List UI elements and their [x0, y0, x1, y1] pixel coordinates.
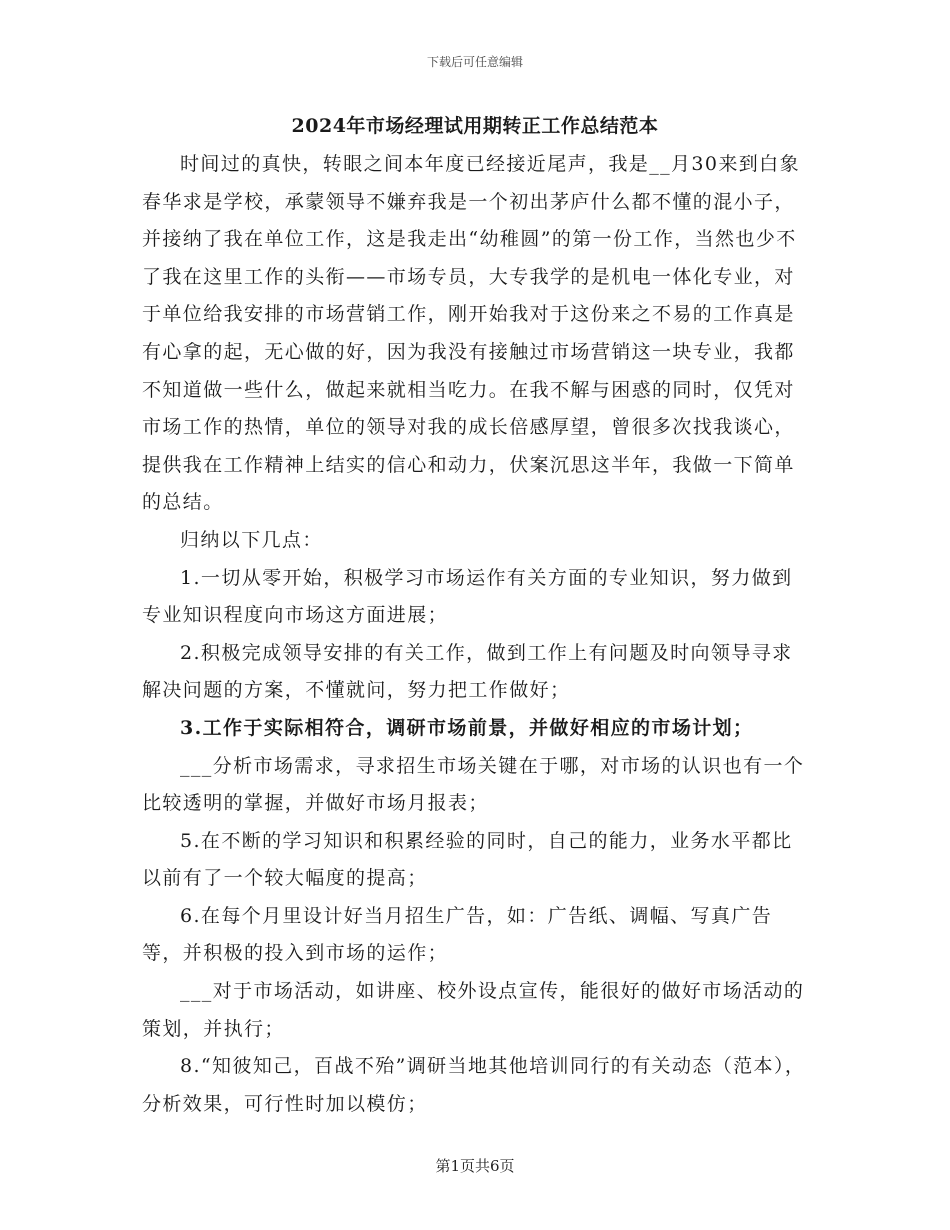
- list-item-4: ___分析市场需求，寻求招生市场关键在于哪，对市场的认识也有一个比较透明的掌握，并做好市场月报表；: [142, 754, 805, 815]
- list-item-6: 6.在每个月里设计好当月招生广告，如：广告纸、调幅、写真广告等，并积极的投入到市场的运作；: [142, 904, 773, 965]
- list-item-3: 3.工作于实际相符合，调研市场前景，并做好相应的市场计划；: [180, 716, 754, 739]
- list-item-8: 8.“知彼知己，百战不殆”调研当地其他培训同行的有关动态（范本），分析效果，可行性时加以模仿；: [142, 1055, 806, 1115]
- document-title: 2024年市场经理试用期转正工作总结范本: [291, 115, 659, 137]
- list-item-5: 5.在不断的学习知识和积累经验的同时，自己的能力，业务水平都比以前有了一个较大幅度的提高；: [142, 829, 793, 890]
- paragraph-intro: 时间过的真快，转眼之间本年度已经接近尾声，我是__月30来到白象春华求是学校，承蒙领导不嫌弃我是一个初出茅庐什么都不懂的混小子，并接纳了我在单位工作，这是我走出“幼稚圆”的第一份工作，当然也少不了我在这里工作的头衔——市场专员，大专我学的是机电一体化专业，对于单位给我安排的市场营销工作，刚开始我对于这份来之不易的工作真是有心拿的起，无心做的好，因为我没有接触过市场营销这一块专业，我都不知道做一些什么，做起来就相当吃力。在我不解与困惑的同时，仅凭对市场工作的热情，单位的领导对我的成长倍感厚望，曾很多次找我谈心，提供我在工作精神上结实的信心和动力，伏案沉思这半年，我做一下简单的总结。: [142, 153, 800, 514]
- header-note: 下载后可任意编辑: [426, 55, 523, 69]
- page-number: 第1页共6页: [435, 1157, 515, 1175]
- paragraph-summary-lead: 归纳以下几点：: [180, 528, 323, 551]
- document-body: [142, 146, 808, 1123]
- list-item-1: 1.一切从零开始，积极学习市场运作有关方面的专业知识，努力做到专业知识程度向市场这方面进展；: [142, 566, 793, 627]
- list-item-7: ___对于市场活动，如讲座、校外设点宣传，能很好的做好市场活动的策划，并执行；: [142, 980, 805, 1040]
- list-item-2: 2.积极完成领导安排的有关工作，做到工作上有问题及时向领导寻求解决问题的方案，不懂就问，努力把工作做好；: [142, 641, 793, 702]
